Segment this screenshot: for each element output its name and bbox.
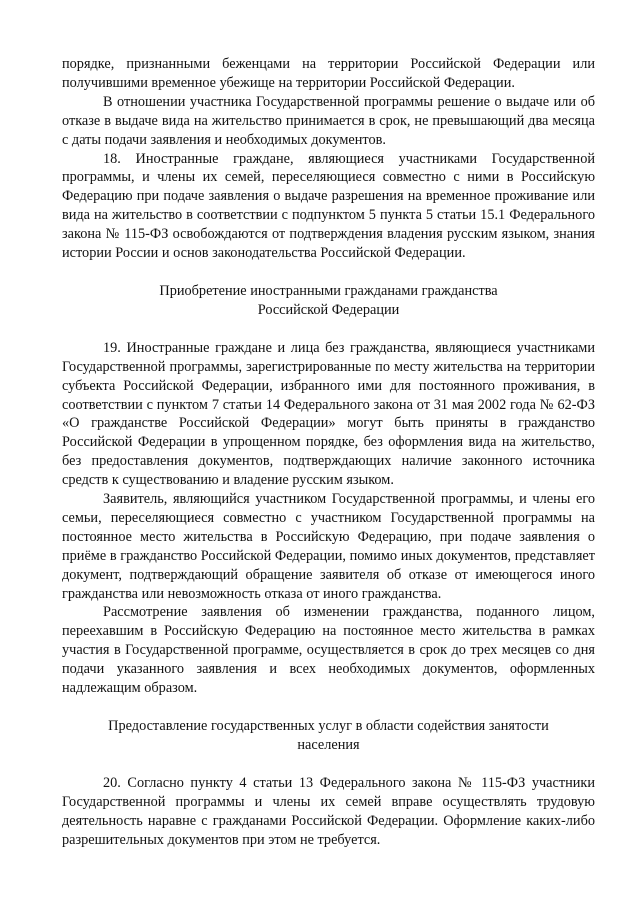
document-page [62,55,595,849]
section-heading-citizenship-line1: Приобретение иностранными гражданами гражданства [159,282,498,299]
paragraph-item-20: 20. Согласно пункту 4 статьи 13 Федерального закона № 115-ФЗ участники Государственной программы и члены их семей вправе осуществлять трудовую деятельность наравне с гражданами Российской Федерации. Оформление каких-либо разрешительных документов при этом не требуется. [62,774,595,848]
paragraph-item-19: 19. Иностранные граждане и лица без гражданства, являющиеся участниками Государственной программы, зарегистрированные по месту жительства на территории субъекта Российской Федерации, избранного ими для постоянного проживания, в соответствии с пунктом 7 статьи 14 Федерального закона от 31 мая 2002 года № 62-ФЗ «О гражданстве Российской Федерации» могут быть приняты в гражданство Российской Федерации в упрощенном порядке, без оформления вида на жительство, без предоставления документов, подтверждающих наличие законного источника средств к существованию и владение русским языком. [62,339,595,489]
paragraph-applicant: Заявитель, являющийся участником Государственной программы, и члены его семьи, переселяющиеся совместно с участником Государственной программы на постоянное место жительства в Российскую Федерацию, при подаче заявления о приёме в гражданство Российской Федерации, помимо иных документов, представляет документ, подтверждающий обращение заявителя об отказе от имеющегося иного гражданства или невозможность отказа от иного гражданства. [62,491,595,602]
section-heading-citizenship [62,282,595,320]
section-heading-employment-line2: населения [297,736,360,753]
section-heading-citizenship-line2: Российской Федерации [257,301,400,318]
paragraph-decision-term: В отношении участника Государственной программы решение о выдаче или об отказе в выдаче вида на жительство принимается в срок, не превышающий два месяца с даты подачи заявления и необходимых документов. [62,93,595,148]
section-heading-employment-line1: Предоставление государственных услуг в области содействия занятости [108,718,549,734]
section-heading-employment [62,717,595,755]
paragraph-continuation: порядке, признанными беженцами на территории Российской Федерации или получившими временное убежище на территории Российской Федерации. [62,56,595,91]
paragraph-item-18: 18. Иностранные граждане, являющиеся участниками Государственной программы, и члены их семей, переселяющиеся совместно с ними в Российскую Федерацию при подаче заявления о выдаче разрешения на временное проживание или вида на жительство в соответствии с подпунктом 5 пункта 5 статьи 15.1 Федерального закона № 115-ФЗ освобождаются от подтверждения владения русским языком, знания истории России и основ законодательства Российской Федерации. [62,150,595,262]
paragraph-review-term: Рассмотрение заявления об изменении гражданства, поданного лицом, переехавшим в Российскую Федерацию на постоянное место жительства в рамках участия в Государственной программе, осуществляется в срок до трех месяцев со дня подачи указанного заявления и всех необходимых документов, оформленных надлежащим образом. [62,604,595,697]
